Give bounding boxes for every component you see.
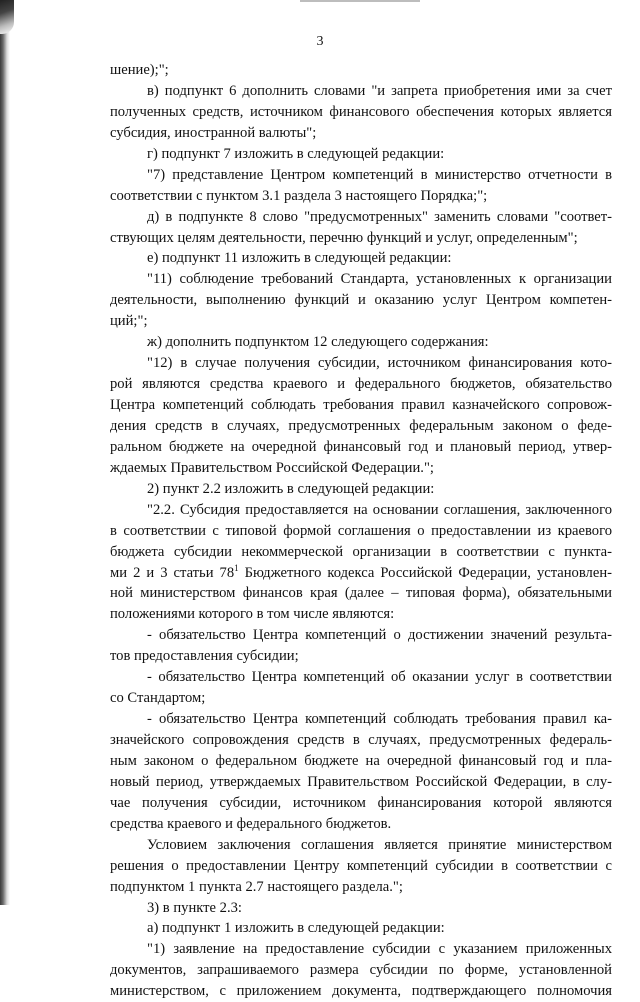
- text-line: подпунктом 1 пункта 2.7 настоящего раздела.";: [110, 878, 403, 895]
- superscript-base: ми 2 и 3 статьи 78: [110, 564, 235, 581]
- text-line: положениями которого в том числе являются:: [110, 606, 395, 623]
- text-line: бюджета субсидии некоммерческой организации в соответствии с пункта-: [110, 543, 612, 560]
- text-line: полученных средств, источником финансового обеспечения которых является: [110, 103, 612, 120]
- superscript-mark: 1: [234, 562, 239, 573]
- superscript-rest: Бюджетного кодекса Российской Федерации, установлен-: [238, 564, 612, 581]
- text-line: "1) заявление на предоставление субсидии с указанием приложенных: [147, 941, 612, 958]
- text-line: д) в подпункте 8 слово "предусмотренных" заменить словами "соответ-: [147, 208, 612, 225]
- text-line: - обязательство Центра компетенций соблюдать требования правил ка-: [147, 711, 612, 728]
- scan-corner-shadow: [0, 0, 14, 34]
- text-line: министерством, с приложением документа, подтверждающего полномочия: [110, 983, 612, 1000]
- text-line: ций;";: [110, 313, 148, 330]
- page-number: 3: [316, 34, 324, 49]
- text-line: в соответствии с типовой формой соглашения о предоставлении из краевого: [110, 522, 612, 539]
- text-line: рой являются средства краевого и федерального бюджетов, обязательство: [110, 376, 612, 393]
- text-line: Центра компетенций соблюдать требования правил казначейского сопровож-: [110, 397, 612, 413]
- text-line: со Стандартом;: [110, 690, 206, 707]
- text-line: г) подпункт 7 изложить в следующей редакции:: [147, 145, 445, 162]
- text-line: соответствии с пунктом 3.1 раздела 3 настоящего Порядка;";: [110, 187, 488, 204]
- text-line: ральном бюджете на очередной финансовый год и плановый период, утвер-: [110, 438, 612, 455]
- text-line: решения о предоставлении Центру компетенций субсидии в соответствии с: [110, 857, 612, 874]
- text-line: "2.2. Субсидия предоставляется на основании соглашения, заключенного: [147, 501, 612, 518]
- text-line: значейского сопровождения средств в случаях, предусмотренных федераль-: [110, 732, 612, 748]
- text-line: чае получения субсидии, источником финансирования которой являются: [110, 794, 612, 811]
- text-line: ждаемых Правительством Российской Федерации.";: [110, 459, 434, 476]
- text-line: субсидия, иностранной валюты";: [110, 124, 317, 141]
- text-line-with-superscript: [110, 563, 612, 584]
- text-line: в) подпункт 6 дополнить словами "и запрета приобретения ими за счет: [147, 82, 612, 99]
- text-line: е) подпункт 11 изложить в следующей редакции:: [147, 250, 452, 267]
- text-line: "12) в случае получения субсидии, источником финансирования кото-: [147, 355, 612, 372]
- text-line: документов, запрашиваемого размера субсидии по форме, установленной: [110, 962, 612, 979]
- text-line: шение);";: [110, 62, 169, 78]
- text-line: - обязательство Центра компетенций о достижении значений результа-: [147, 627, 612, 644]
- text-line: 2) пункт 2.2 изложить в следующей редакции:: [147, 480, 435, 497]
- text-line: ным законом о федеральном бюджете на очередной финансовый год и пла-: [110, 752, 612, 769]
- text-line: ной министерством финансов края (далее – типовая форма), обязательными: [110, 585, 612, 602]
- text-line: деятельности, выполнению функций и оказанию услуг Центром компетен-: [110, 292, 612, 309]
- text-line: ствующих целям деятельности, перечню функций и услуг, определенным";: [110, 229, 578, 246]
- text-line: "11) соблюдение требований Стандарта, установленных к организации: [147, 271, 612, 288]
- text-line: средства краевого и федерального бюджетов.: [110, 815, 392, 832]
- text-line: Условием заключения соглашения является принятие министерством: [147, 836, 612, 853]
- text-line: новый период, утверждаемых Правительством Российской Федерации, в слу-: [110, 773, 612, 790]
- document-body: [110, 60, 612, 1002]
- text-line: - обязательство Центра компетенций об оказании услуг в соответствии: [147, 669, 612, 686]
- text-line: 3) в пункте 2.3:: [147, 899, 242, 916]
- scan-top-line: [300, 0, 420, 2]
- text-line: "7) представление Центром компетенций в министерство отчетности в: [147, 166, 612, 183]
- text-line: ж) дополнить подпунктом 12 следующего содержания:: [147, 334, 489, 351]
- scan-edge-shadow: [0, 0, 10, 905]
- text-line: дения средств в случаях, предусмотренных федеральным законом о феде-: [110, 417, 612, 434]
- text-line: тов предоставления субсидии;: [110, 648, 299, 665]
- text-line: а) подпункт 1 изложить в следующей редакции:: [147, 920, 445, 937]
